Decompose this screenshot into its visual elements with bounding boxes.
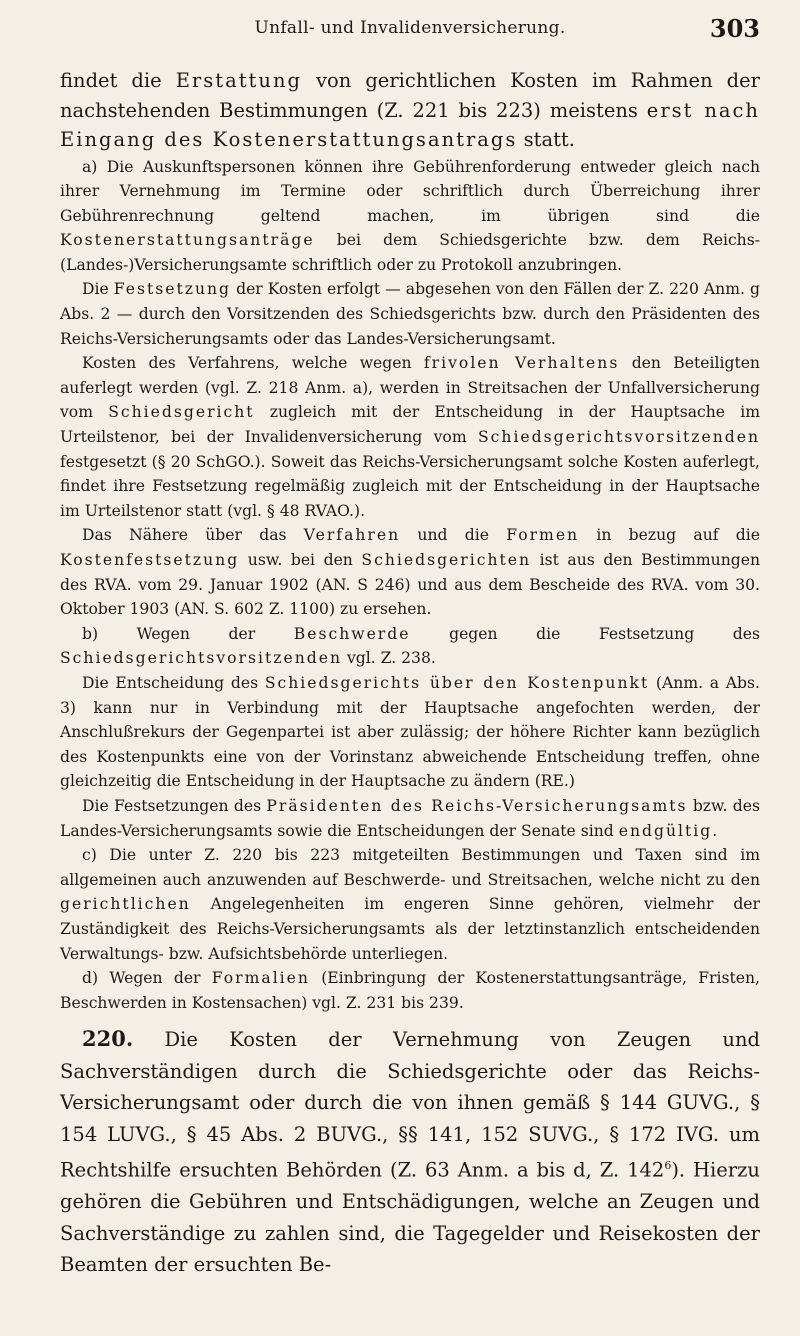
book-page xyxy=(60,0,760,1336)
section-number: 220. xyxy=(82,1026,134,1052)
note-b-paragraph-1: b) Wegen der Beschwerde gegen die Festsetzung des Schiedsgerichtsvorsitzenden vgl. Z. 238. xyxy=(60,624,760,668)
note-a-paragraph-1: a) Die Auskunftspersonen können ihre Gebührenforderung entweder gleich nach ihrer Vernehmung im Termine oder schriftlich durch Überreichung ihrer Gebührenrechnung geltend machen, im übrigen sind die Kostenerstattungsanträge bei dem Schiedsgerichte bzw. dem Reichs-(Landes-)Versicherungsamte schriftlich oder zu Protokoll anzubringen. xyxy=(60,157,760,274)
note-c-paragraph: c) Die unter Z. 220 bis 223 mitgeteilten Bestimmungen und Taxen sind im allgemeinen auch anzuwenden auf Beschwerde- und Streitsachen, welche nicht zu den gerichtlichen Angelegenheiten im engeren Sinne gehören, vielmehr der Zuständigkeit des Reichs-Versicherungsamts als der letztinstanzlich entscheidenden Verwaltungs- bzw. Aufsichtsbehörde unterliegen. xyxy=(60,846,760,963)
lead-paragraph: findet die Erstattung von gerichtlichen Kosten im Rahmen der nachstehenden Bestimmungen (Z. 221 bis 223) meistens erst nach Eingang des Kostenerstattungsantrags statt. xyxy=(60,69,760,151)
section-220: 220. Die Kosten der Vernehmung von Zeugen und Sachverständigen durch die Schiedsgerichte oder das Reichs-Versicherungsamt oder durch die von ihnen gemäß § 144 GUVG., § 154 LUVG., § 45 Abs. 2 BUVG., §§ 141, 152 SUVG., § 172 IVG. um Rechtshilfe ersuchten Behörden (Z. 63 Anm. a bis d, Z. $142^6$). Hierzu gehören die Gebühren und Entschädigungen, welche an Zeugen und Sachverständige zu zahlen sind, die Tagegelder und Reisekosten der Beamten der ersuchten Be- xyxy=(60,1026,760,1277)
note-a-paragraph-3: Kosten des Verfahrens, welche wegen frivolen Verhaltens den Beteiligten auferlegt werden (vgl. Z. 218 Anm. a), werden in Streitsachen der Unfallversicherung vom Schiedsgericht zugleich mit der Entscheidung in der Hauptsache im Urteilstenor, bei der Invalidenversicherung vom Schiedsgerichtsvorsitzenden festgesetzt (§ 20 SchGO.). Soweit das Reichs-Versicherungsamt solche Kosten auferlegt, findet ihre Festsetzung regelmäßig zugleich mit der Entscheidung in der Hauptsache im Urteilstenor statt (vgl. § 48 RVAO.). xyxy=(60,354,760,520)
note-b-paragraph-3: Die Festsetzungen des Präsidenten des Reichs-Versicherungsamts bzw. des Landes-Versicherungsamts sowie die Entscheidungen der Senate sind endgültig. xyxy=(60,796,761,840)
note-a-paragraph-2: Die Festsetzung der Kosten erfolgt — abgesehen von den Fällen der Z. 220 Anm. g Abs. 2 — durch den Vorsitzenden des Schiedsgerichts bzw. durch den Präsidenten des Reichs-Versicherungsamts oder das Landes-Versicherungsamt. xyxy=(60,280,760,348)
page-body xyxy=(60,66,760,1281)
running-title: Unfall- und Invalidenversicherung. xyxy=(254,18,566,38)
note-d-paragraph: d) Wegen der Formalien (Einbringung der Kostenerstattungsanträge, Fristen, Beschwerden in Kostensachen) vgl. Z. 231 bis 239. xyxy=(60,969,760,1012)
footnote-marker: 6 xyxy=(664,1159,672,1173)
note-a-paragraph-4: Das Nähere über das Verfahren und die Formen in bezug auf die Kostenfestsetzung usw. bei den Schiedsgerichten ist aus den Bestimmungen des RVA. vom 29. Januar 1902 (AN. S 246) und aus dem Bescheide des RVA. vom 30. Oktober 1903 (AN. S. 602 Z. 1100) zu ersehen. xyxy=(60,526,760,619)
running-head xyxy=(60,14,760,54)
page-number: 303 xyxy=(709,14,760,43)
note-b-paragraph-2: Die Entscheidung des Schiedsgerichts über den Kostenpunkt (Anm. a Abs. 3) kann nur in Verbindung mit der Hauptsache angefochten werden, der Anschlußrekurs der Gegenpartei ist aber zulässig; der höhere Richter kann bezüglich des Kostenpunkts eine von der Vorinstanz abweichende Entscheidung treffen, ohne gleichzeitig die Entscheidung in der Hauptsache zu ändern (RE.) xyxy=(60,673,760,791)
